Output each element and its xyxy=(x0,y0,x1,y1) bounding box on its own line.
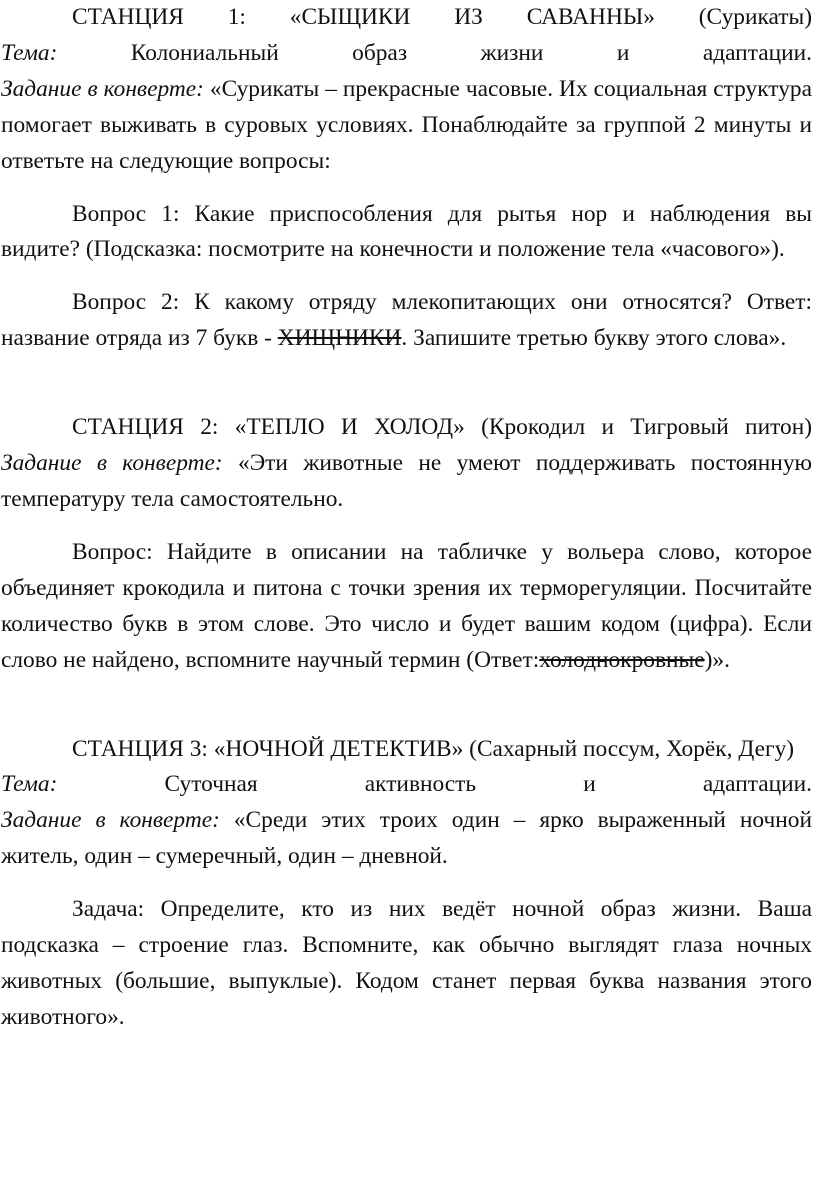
task-label: Задание в конверте: xyxy=(1,450,223,477)
task-label: Задание в конверте: xyxy=(1,75,204,102)
theme-text: Колониальный образ жизни и адаптации. xyxy=(57,39,812,66)
question-label: Задача: xyxy=(72,896,145,923)
question-text: Какие приспособления для рытья нор и наблюдения вы видите? (Подсказка: посмотрите на конечности и положение тела «часового»). xyxy=(1,200,813,263)
station1-question1 xyxy=(1,197,812,269)
task-text: «Среди этих троих один – ярко выраженный ночной житель, один – сумеречный, один – дневной. xyxy=(1,807,812,870)
station1-theme xyxy=(1,36,812,72)
struck-answer: холоднокровные xyxy=(539,646,705,673)
task-label: Задание в конверте: xyxy=(1,807,220,834)
station3-theme xyxy=(1,767,812,803)
question-label: Вопрос 1: xyxy=(72,200,180,227)
question-text: Определите, кто из них ведёт ночной образ жизни. Ваша подсказка – строение глаз. Вспомните, как обычно выглядят глаза ночных животных (большие, выпуклые). Кодом станет первая буква названия этого животного». xyxy=(1,896,812,1030)
question-text: Найдите в описании на табличке у вольера слово, которое объединяет крокодила и питона с точки зрения их терморегуляции. Посчитайте количество букв в этом слове. Это число и будет вашим кодом (цифра). Если слово не найдено, вспомните научный термин (Ответ: xyxy=(1,538,812,673)
station3-task-question xyxy=(1,892,812,1036)
station1-heading: СТАНЦИЯ 1: «СЫЩИКИ ИЗ САВАННЫ» (Сурикаты) xyxy=(72,4,812,30)
station2-heading: СТАНЦИЯ 2: «ТЕПЛО И ХОЛОД» (Крокодил и Тигровый питон) xyxy=(72,414,812,441)
station1-question2 xyxy=(1,285,812,357)
question-text: К какому отряду млекопитающих они относятся? Ответ: название отряда из 7 букв - xyxy=(1,289,813,352)
station3-task xyxy=(1,803,812,875)
station2-task xyxy=(1,446,812,518)
theme-label: Тема: xyxy=(1,771,58,798)
station1-task xyxy=(1,72,812,180)
question-text-end: . Запишите третью букву этого слова». xyxy=(401,325,787,352)
theme-text: Суточная активность и адаптации. xyxy=(57,771,812,798)
question-label: Вопрос 2: xyxy=(72,289,180,316)
question-text-end: )». xyxy=(704,646,730,673)
task-text: «Эти животные не умеют поддерживать постоянную температуру тела самостоятельно. xyxy=(1,450,812,512)
question-label: Вопрос: xyxy=(72,538,153,565)
station2-question xyxy=(1,535,812,679)
task-text: «Сурикаты – прекрасные часовые. Их социальная структура помогает выживать в суровых условиях. Понаблюдайте за группой 2 минуты и ответьте на следующие вопросы: xyxy=(1,75,812,174)
theme-label: Тема: xyxy=(1,39,58,66)
struck-answer: ХИЩНИКИ xyxy=(277,325,402,352)
station3-heading: СТАНЦИЯ 3: «НОЧНОЙ ДЕТЕКТИВ» (Сахарный поссум, Хорёк, Дегу) xyxy=(72,735,795,762)
